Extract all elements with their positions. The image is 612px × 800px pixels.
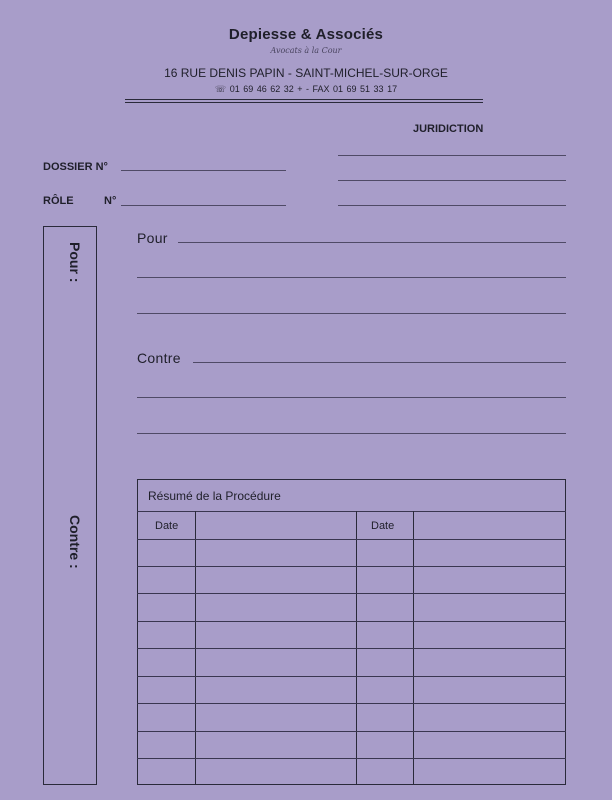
table-row-line[interactable] — [137, 648, 566, 649]
column-date-1: Date — [155, 520, 179, 532]
juridiction-line-2[interactable] — [338, 180, 566, 181]
firm-name: Depiesse & Associés — [228, 26, 384, 43]
juridiction-line-3[interactable] — [338, 205, 566, 206]
pour-line-2[interactable] — [137, 277, 566, 278]
procedure-table — [137, 479, 566, 785]
procedure-title: Résumé de la Procédure — [148, 489, 281, 503]
header-rule-top — [125, 99, 483, 100]
table-row-line[interactable] — [137, 539, 566, 540]
procedure-header-rule — [137, 511, 566, 512]
column-date-2: Date — [371, 520, 395, 532]
pour-line-1[interactable] — [178, 242, 566, 243]
side-pour-label: Pour : — [67, 242, 83, 283]
header-rule-bottom — [125, 102, 483, 103]
contre-line-2[interactable] — [137, 397, 566, 398]
table-row-line[interactable] — [137, 593, 566, 594]
dossier-label: DOSSIER N° — [43, 161, 108, 173]
table-row-line[interactable] — [137, 703, 566, 704]
phone-icon: ☏ — [214, 84, 227, 94]
side-contre-label: Contre : — [67, 515, 83, 569]
contre-line-1[interactable] — [193, 362, 566, 363]
firm-phone-line — [0, 84, 612, 95]
side-panel — [43, 226, 97, 785]
table-row-line[interactable] — [137, 676, 566, 677]
dossier-number-field[interactable] — [121, 170, 286, 171]
pour-line-3[interactable] — [137, 313, 566, 314]
table-row-line[interactable] — [137, 758, 566, 759]
pour-label: Pour — [137, 230, 168, 246]
firm-address: 16 RUE DENIS PAPIN - SAINT-MICHEL-SUR-ORGE — [164, 66, 448, 80]
juridiction-label: JURIDICTION — [413, 123, 484, 135]
contre-label: Contre — [137, 350, 181, 366]
contre-line-3[interactable] — [137, 433, 566, 434]
juridiction-line-1[interactable] — [338, 155, 566, 156]
table-row-line[interactable] — [137, 621, 566, 622]
phone-fax-numbers: 01 69 46 62 32 + - FAX 01 69 51 33 17 — [229, 84, 398, 94]
role-label: RÔLE — [43, 195, 74, 207]
role-number-label: N° — [104, 195, 117, 207]
table-row-line[interactable] — [137, 566, 566, 567]
firm-subtitle: Avocats à la Cour — [270, 46, 342, 55]
role-number-field[interactable] — [121, 205, 286, 206]
table-row-line[interactable] — [137, 731, 566, 732]
